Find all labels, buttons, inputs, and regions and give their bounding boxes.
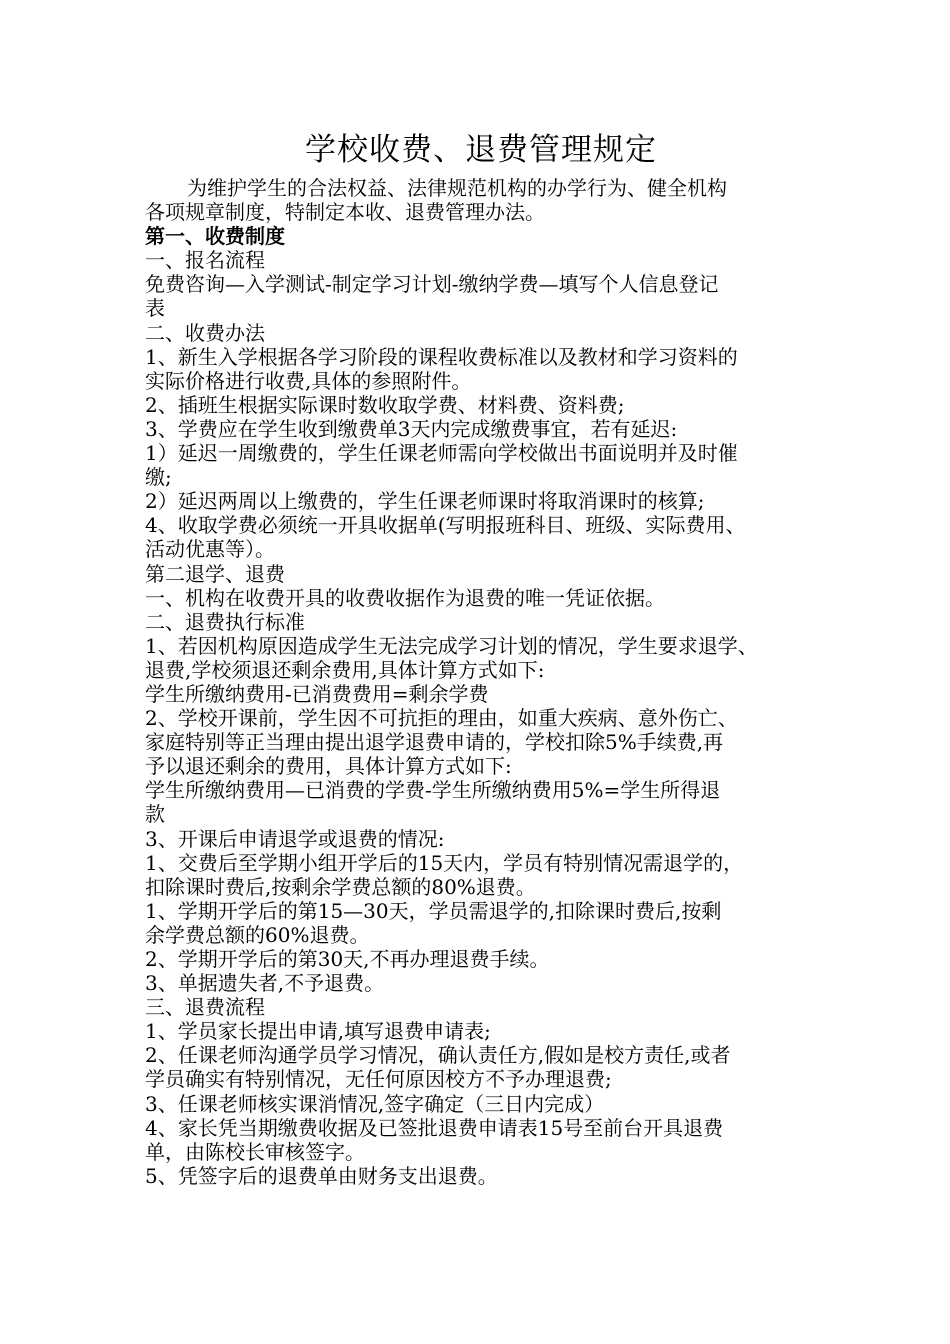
text-line: 二、退费执行标准 (145, 609, 305, 634)
text-line: 扣除课时费后,按剩余学费总额的80%退费。 (145, 874, 536, 899)
text-line: 二、收费办法 (145, 320, 265, 345)
text-line: 3、开课后申请退学或退费的情况: (145, 826, 445, 851)
text-line: 予以退还剩余的费用，具体计算方式如下: (145, 754, 512, 779)
text-line: 第二退学、退费 (145, 561, 285, 586)
text-line: 3、任课老师核实课消情况,签字确定（三日内完成） (145, 1091, 605, 1116)
text-line: 3、单据遗失者,不予退费。 (145, 971, 385, 996)
text-line: 1、学员家长提出申请,填写退费申请表; (145, 1019, 491, 1044)
text-line: 2、学期开学后的第30天,不再办理退费手续。 (145, 947, 550, 971)
text-line: 4、家长凭当期缴费收据及已签批退费申请表15号至前台开具退费 (145, 1115, 724, 1140)
text-line: 款 (145, 802, 165, 827)
text-line: 3、学费应在学生收到缴费单3天内完成缴费事宜，若有延迟: (145, 416, 678, 441)
text-line: 1、新生入学根据各学习阶段的课程收费标准以及教材和学习资料的 (145, 344, 738, 369)
text-line: 表 (145, 296, 165, 321)
text-line: 活动优惠等）。 (145, 537, 275, 562)
document-page (145, 128, 817, 1188)
text-line: 1、交费后至学期小组开学后的15天内，学员有特别情况需退学的， (145, 850, 744, 875)
text-line: 学员确实有特别情况，无任何原因校方不予办理退费; (145, 1067, 612, 1092)
text-line: 免费咨询—入学测试-制定学习计划-缴纳学费—填写个人信息登记 (145, 272, 719, 297)
text-line: 一、机构在收费开具的收费收据作为退费的唯一凭证依据。 (145, 585, 665, 610)
text-line: 1）延迟一周缴费的，学生任课老师需向学校做出书面说明并及时催 (145, 441, 738, 466)
text-line: 余学费总额的60%退费。 (145, 922, 370, 947)
text-line: 单，由陈校长审核签字。 (145, 1139, 365, 1164)
text-line: 实际价格进行收费,具体的参照附件。 (145, 368, 472, 393)
text-line: 三、退费流程 (145, 995, 265, 1020)
document-title: 学校收费、退费管理规定 (305, 132, 657, 168)
text-line: 缴; (145, 465, 172, 490)
text-line: 2、插班生根据实际课时数收取学费、材料费、资料费; (145, 392, 625, 417)
text-line: 1、学期开学后的第15—30天，学员需退学的,扣除课时费后,按剩 (145, 898, 722, 923)
text-line: 家庭特别等正当理由提出退学退费申请的，学校扣除5%手续费,再 (145, 730, 724, 755)
text-line: 一、报名流程 (145, 248, 265, 273)
text-line: 学生所缴纳费用—已消费的学费-学生所缴纳费用5%=学生所得退 (145, 778, 721, 803)
text-line: 1、若因机构原因造成学生无法完成学习计划的情况，学生要求退学、 (145, 633, 758, 658)
text-line: 退费,学校须退还剩余费用,具体计算方式如下: (145, 657, 545, 682)
document-body (145, 176, 817, 1188)
text-line: 2、学校开课前，学生因不可抗拒的理由，如重大疾病、意外伤亡、 (145, 706, 738, 731)
text-line: 各项规章制度，特制定本收、退费管理办法。 (145, 200, 545, 225)
text-line: 学生所缴纳费用-已消费费用=剩余学费 (145, 681, 489, 706)
text-line: 5、凭签字后的退费单由财务支出退费。 (145, 1163, 498, 1188)
text-line: 为维护学生的合法权益、法律规范机构的办学行为、健全机构 (187, 176, 727, 200)
text-line: 4、收取学费必须统一开具收据单(写明报班科目、班级、实际费用、 (145, 513, 746, 538)
text-line: 2、任课老师沟通学员学习情况，确认责任方,假如是校方责任,或者 (145, 1043, 731, 1068)
text-line: 2）延迟两周以上缴费的，学生任课老师课时将取消课时的核算; (145, 489, 705, 514)
section-heading: 第一、收费制度 (145, 224, 285, 249)
